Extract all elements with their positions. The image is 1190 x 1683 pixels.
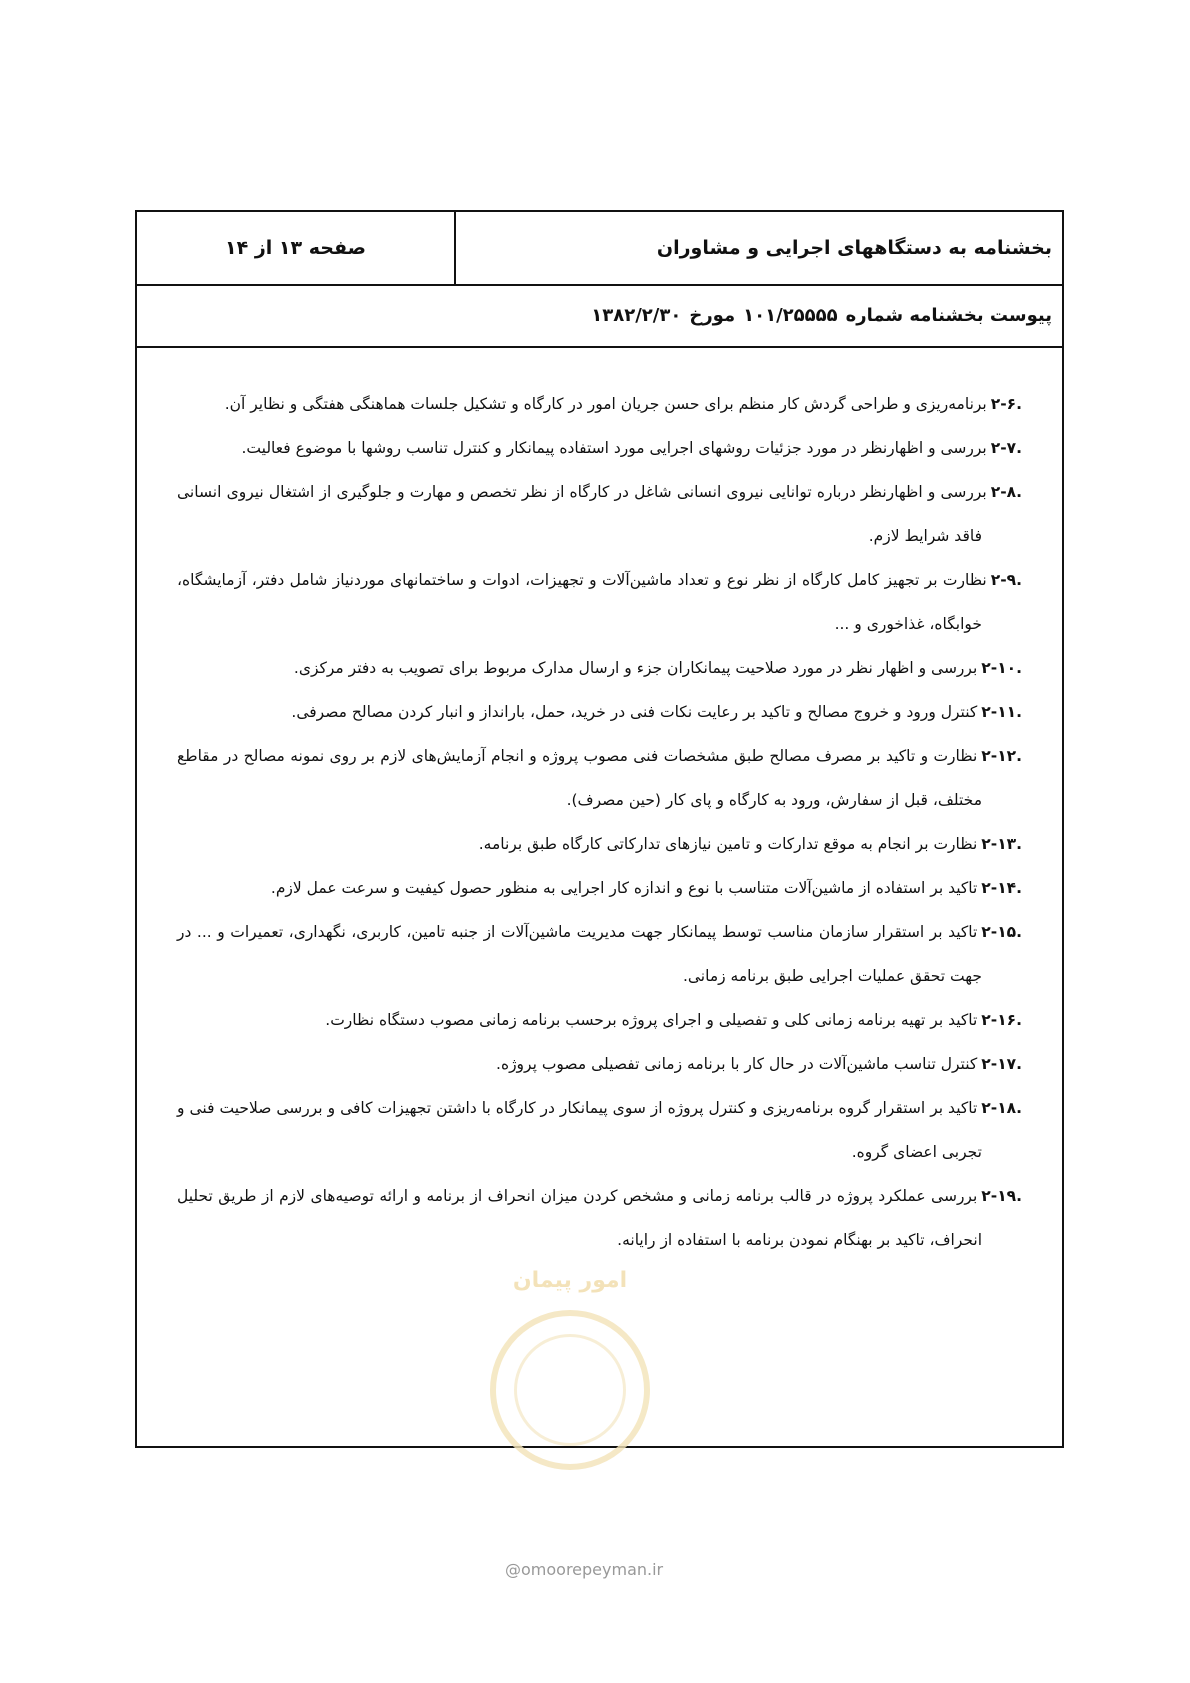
clause-number: ۲-۱۲. [981,747,1022,765]
clause-number: ۲-۹. [990,571,1022,589]
clause-number: ۲-۱۷. [981,1055,1022,1073]
attachment-row [137,284,1062,348]
clause-number: ۲-۱۸. [981,1099,1022,1117]
clause-item [177,1174,1022,1262]
clause-item [177,910,1022,998]
clause-text: بررسی عملکرد پروژه در قالب برنامه زمانی و مشخص کردن میزان انحراف از برنامه و ارائه توصیه‌های لازم از طریق تحلیل انحراف، تاکید بر بهنگام نمودن برنامه با استفاده از رایانه. [177,1187,982,1249]
clause-item [177,470,1022,558]
clause-text: نظارت بر انجام به موقع تدارکات و تامین نیازهای تدارکاتی کارگاه طبق برنامه. [478,835,978,853]
clause-text: تاکید بر استقرار سازمان مناسب توسط پیمانکار جهت مدیریت ماشین‌آلات از جنبه تامین، کاربری، نگهداری، تعمیرات و ... در جهت تحقق عملیات اجرایی طبق برنامه زمانی. [177,923,982,985]
circular-title: بخشنامه به دستگاههای اجرایی و مشاوران [454,212,1062,284]
clause-item [177,822,1022,866]
clause-item [177,558,1022,646]
website-text: @omoorepeyman.ir [505,1560,664,1579]
clause-text: کنترل تناسب ماشین‌آلات در حال کار با برنامه زمانی تفصیلی مصوب پروژه. [496,1055,978,1073]
clause-number: ۲-۱۰. [981,659,1022,677]
clause-item [177,1042,1022,1086]
attachment-date-label: مورخ [689,304,736,326]
clause-number: ۲-۶. [990,395,1022,413]
header-row [137,212,1062,286]
clause-number: ۲-۱۹. [981,1187,1022,1205]
clause-list [177,382,1022,1262]
clause-text: بررسی و اظهار نظر در مورد صلاحیت پیمانکاران جزء و ارسال مدارک مربوط برای تصویب به دفتر مرکزی. [293,659,978,677]
clause-text: بررسی و اظهارنظر درباره توانایی نیروی انسانی شاغل در کارگاه از نظر تخصص و مهارت و جلوگیری از اشتغال نیروی انسانی فاقد شرایط لازم. [177,483,987,545]
clause-number: ۲-۷. [990,439,1022,457]
clause-text: بررسی و اظهارنظر در مورد جزئیات روشهای اجرایی مورد استفاده پیمانکار و کنترل تناسب روشها با موضوع فعالیت. [241,439,987,457]
document-frame [135,210,1064,1448]
clause-item [177,382,1022,426]
clause-text: تاکید بر تهیه برنامه زمانی کلی و تفصیلی و اجرای پروژه برحسب برنامه زمانی مصوب دستگاه نظارت. [325,1011,978,1029]
clause-number: ۲-۱۶. [981,1011,1022,1029]
clause-text: نظارت و تاکید بر مصرف مصالح طبق مشخصات فنی مصوب پروژه و انجام آزمایش‌های لازم بر روی نمونه مصالح در مقاطع مختلف، قبل از سفارش، ورود به کارگاه و پای کار (حین مصرف). [177,747,982,809]
clause-item [177,646,1022,690]
attachment-number: ۱۰۱/۲۵۵۵۵ [743,304,838,326]
clause-text: نظارت بر تجهیز کامل کارگاه از نظر نوع و تعداد ماشین‌آلات و تجهیزات، ادوات و ساختمانهای موردنیاز شامل دفتر، آزمایشگاه، خوابگاه، غذاخوری و ... [177,571,987,633]
clause-text: کنترل ورود و خروج مصالح و تاکید بر رعایت نکات فنی در خرید، حمل، بارانداز و انبار کردن مصالح مصرفی. [291,703,978,721]
watermark-seal [490,1268,650,1470]
seal-inner-ring [514,1334,626,1446]
page-number: صفحه ۱۳ از ۱۴ [225,237,366,259]
watermark-text: امور پیمان [512,1268,628,1293]
clause-text: تاکید بر استفاده از ماشین‌آلات متناسب با نوع و اندازه کار اجرایی به منظور حصول کیفیت و سرعت عمل لازم. [270,879,978,897]
clause-text: برنامه‌ریزی و طراحی گردش کار منظم برای حسن جریان امور در کارگاه و تشکیل جلسات هماهنگی هفتگی و نظایر آن. [224,395,987,413]
clause-item [177,734,1022,822]
clause-number: ۲-۱۳. [981,835,1022,853]
clause-text: تاکید بر استقرار گروه برنامه‌ریزی و کنترل پروژه از سوی پیمانکار در کارگاه با داشتن تجهیزات کافی و بررسی صلاحیت فنی و تجربی اعضای گروه. [177,1099,982,1161]
clause-item [177,1086,1022,1174]
clause-number: ۲-۸. [990,483,1022,501]
clause-item [177,426,1022,470]
clause-number: ۲-۱۱. [981,703,1022,721]
attachment-date: ۱۳۸۲/۲/۳۰ [591,304,682,326]
clause-item [177,690,1022,734]
clause-item [177,998,1022,1042]
attachment-label: پیوست بخشنامه شماره [845,304,1052,326]
clause-number: ۲-۱۴. [981,879,1022,897]
clause-number: ۲-۱۵. [981,923,1022,941]
clause-item [177,866,1022,910]
